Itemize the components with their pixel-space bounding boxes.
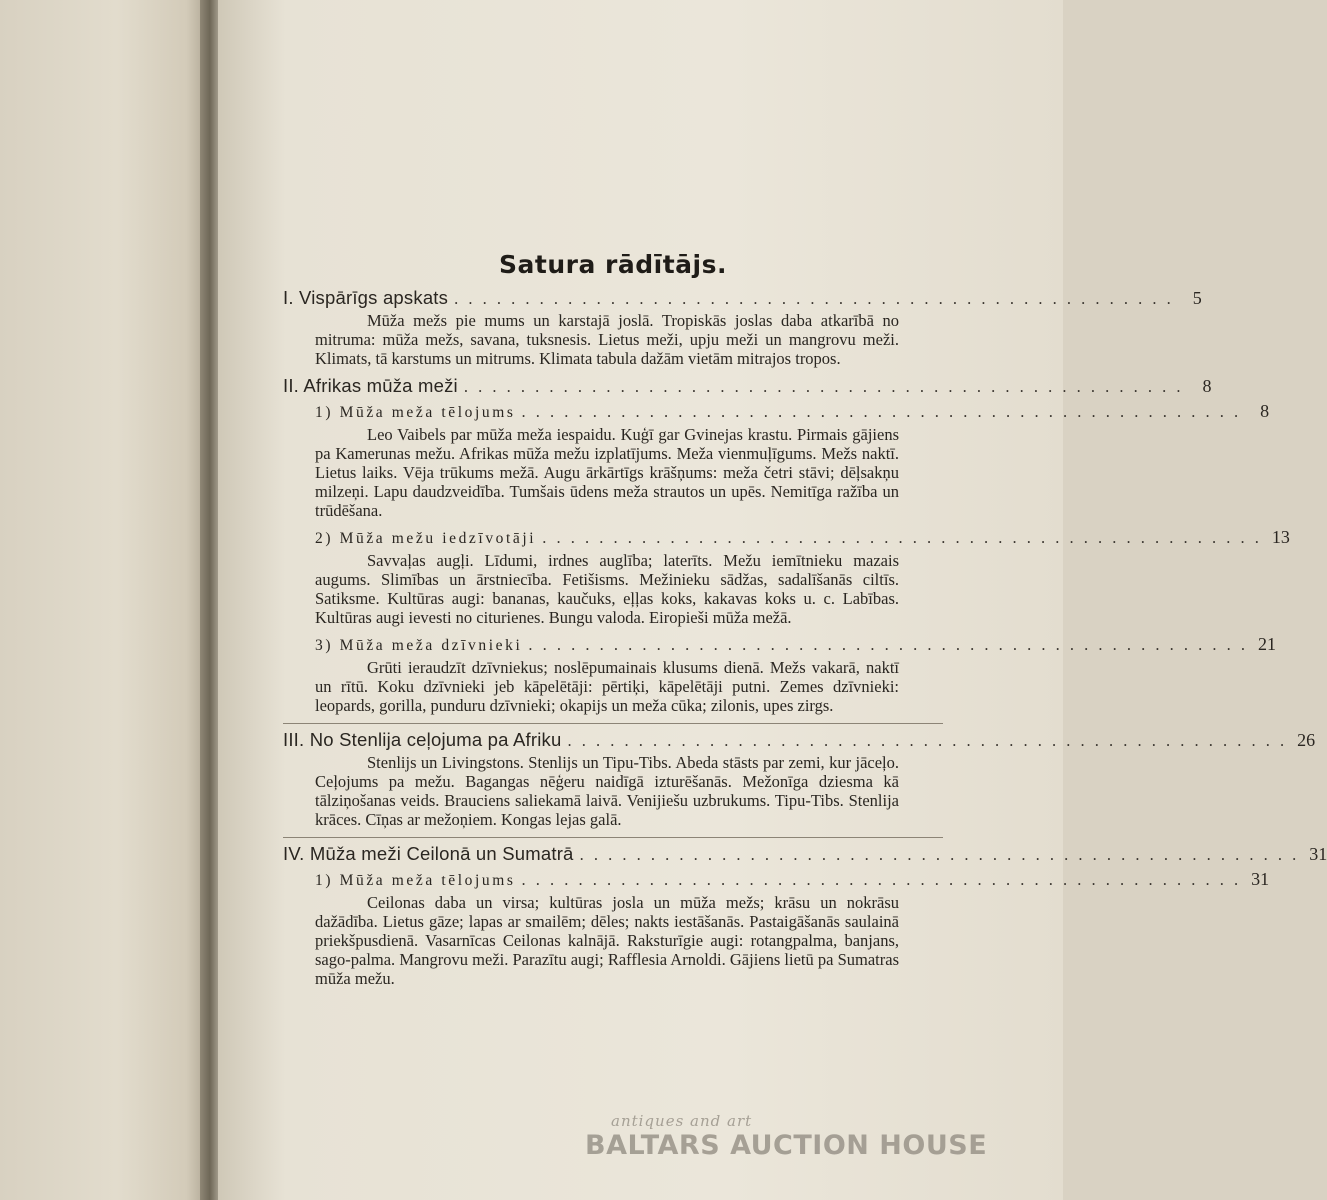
toc-section — [283, 401, 1270, 422]
toc-page-number: 31 — [1251, 869, 1270, 889]
left-page — [0, 0, 212, 1200]
toc-entry-label: 3) Mūža meža dzīvnieki — [315, 637, 523, 654]
watermark-title: BALTARS AUCTION HOUSE — [585, 1130, 988, 1161]
page-title: Satura rādītājs. — [499, 250, 727, 279]
toc-chapter — [283, 287, 1202, 308]
toc-entries — [283, 287, 1327, 988]
leader-dots: . . . . . . . . . . . . . . . . . . . . . . . . . . . . . . . . . . . . . . . . . . . . . . . . . . . — [579, 845, 1300, 864]
toc-section — [283, 869, 1270, 890]
leader-dots: . . . . . . . . . . . . . . . . . . . . . . . . . . . . . . . . . . . . . . . . . . . . . . . . . . . — [454, 289, 1174, 308]
toc-page-number: 21 — [1258, 634, 1277, 654]
leader-dots: . . . . . . . . . . . . . . . . . . . . . . . . . . . . . . . . . . . . . . . . . . . . . . . . . . . — [542, 528, 1262, 547]
toc-entry-label: III. No Stenlija ceļojuma pa Afriku — [283, 729, 562, 750]
leader-dots: . . . . . . . . . . . . . . . . . . . . . . . . . . . . . . . . . . . . . . . . . . . . . . . . . . . — [567, 731, 1288, 750]
toc-description: Leo Vaibels par mūža meža iespaidu. Kuģī gar Gvinejas krastu. Pirmais gājiens pa Kamerunas mežu. Afrikas mūža mežu izplatījums. Meža vienmuļīgums. Mežs naktī. Lietus laiks. Vēja trūkums mežā. Augu ārkārtīgs krāšņums: meža četri stāvi; dēļsakņu milzeņi. Lapu daudzveidība. Tumšais ūdens meža strautos un upēs. Nemitīga ražība un trūdēšana. — [315, 425, 899, 520]
toc-description: Ceilonas daba un virsa; kultūras josla un mūža mežs; krāsu un nokrāsu dažādība. Lietus gāze; lapas ar smailēm; dēles; nakts iestāšanās. Pastaigāšanās saulainā priekšpusdienā. Vasarnīcas Ceilonas kalnājā. Raksturīgie augi: rotangpalma, banjans, sago-palma. Mangrovu meži. Parazītu augi; Rafflesia Arnoldi. Gājiens lietū pa Sumatras mūža mežu. — [315, 893, 899, 988]
chapter-divider — [283, 723, 943, 724]
toc-page-number: 31 — [1309, 844, 1327, 864]
toc-section — [283, 634, 1277, 655]
watermark — [585, 1112, 988, 1172]
toc-entry-label: I. Vispārīgs apskats — [283, 287, 449, 308]
leader-dots: . . . . . . . . . . . . . . . . . . . . . . . . . . . . . . . . . . . . . . . . . . . . . . . . . . . — [521, 870, 1242, 889]
toc-chapter — [283, 729, 1316, 750]
toc-description: Savvaļas augļi. Līdumi, irdnes auglība; laterīts. Mežu iemītnieku mazais augums. Slimības un ārstniecība. Fetišisms. Mežinieku sādžas, sadalīšanās ciltīs. Satiksme. Kultūras augi: bananas, kaučuks, eļļas koks, kakavas koks u. c. Labības. Kultūras augi ievesti no citurienes. Bungu valoda. Eiropieši mūža mežā. — [315, 551, 899, 627]
toc-entry-label: 1) Mūža meža tēlojums — [315, 404, 516, 421]
table-of-contents — [283, 250, 1327, 996]
chapter-divider — [283, 837, 943, 838]
toc-page-number: 8 — [1260, 401, 1270, 421]
toc-entry-label: IV. Mūža meži Ceilonā un Sumatrā — [283, 843, 574, 864]
toc-entry-label: II. Afrikas mūža meži — [283, 375, 458, 396]
watermark-subtitle: antiques and art — [611, 1112, 753, 1130]
toc-section — [283, 527, 1290, 548]
toc-page-number: 5 — [1192, 288, 1202, 308]
toc-description: Stenlijs un Livingstons. Stenlijs un Tipu-Tibs. Abeda stāsts par zemi, kur jāceļo. Ceļojums pa mežu. Bagangas nēģeru naidīgā izturēšanās. Mežonīga dziesma kā tālziņošanas veids. Brauciens saliekamā laivā. Venijiešu uzbrukums. Tipu-Tibs. Stenlija krāces. Cīņas ar mežoņiem. Kongas lejas galā. — [315, 753, 899, 829]
toc-entry-label: 1) Mūža meža tēlojums — [315, 872, 516, 889]
toc-chapter — [283, 843, 1327, 864]
toc-chapter — [283, 375, 1212, 396]
leader-dots: . . . . . . . . . . . . . . . . . . . . . . . . . . . . . . . . . . . . . . . . . . . . . . . . . . . — [521, 402, 1242, 421]
leader-dots: . . . . . . . . . . . . . . . . . . . . . . . . . . . . . . . . . . . . . . . . . . . . . . . . . . . — [463, 377, 1184, 396]
toc-page-number: 13 — [1271, 527, 1290, 547]
toc-entry-label: 2) Mūža mežu iedzīvotāji — [315, 530, 537, 547]
toc-description: Grūti ieraudzīt dzīvniekus; noslēpumainais klusums dienā. Mežs vakarā, naktī un rītū. Koku dzīvnieki jeb kāpelētāji: pērtiķi, kāpelētāji putni. Zemes dzīvnieki: leopards, gorilla, punduru dzīvnieki; okapijs un meža cūka; zilonis, upes zirgs. — [315, 658, 899, 715]
toc-page-number: 26 — [1297, 730, 1316, 750]
leader-dots: . . . . . . . . . . . . . . . . . . . . . . . . . . . . . . . . . . . . . . . . . . . . . . . . . . . — [528, 635, 1249, 654]
toc-description: Mūža mežs pie mums un karstajā joslā. Tropiskās joslas daba atkarībā no mitruma: mūža mežs, savana, tuksnesis. Lietus meži, upju meži un mangrovu meži. Klimats, tā karstums un mitrums. Klimata tabula dažām vietām mitrajos tropos. — [315, 311, 899, 368]
toc-page-number: 8 — [1202, 376, 1212, 396]
